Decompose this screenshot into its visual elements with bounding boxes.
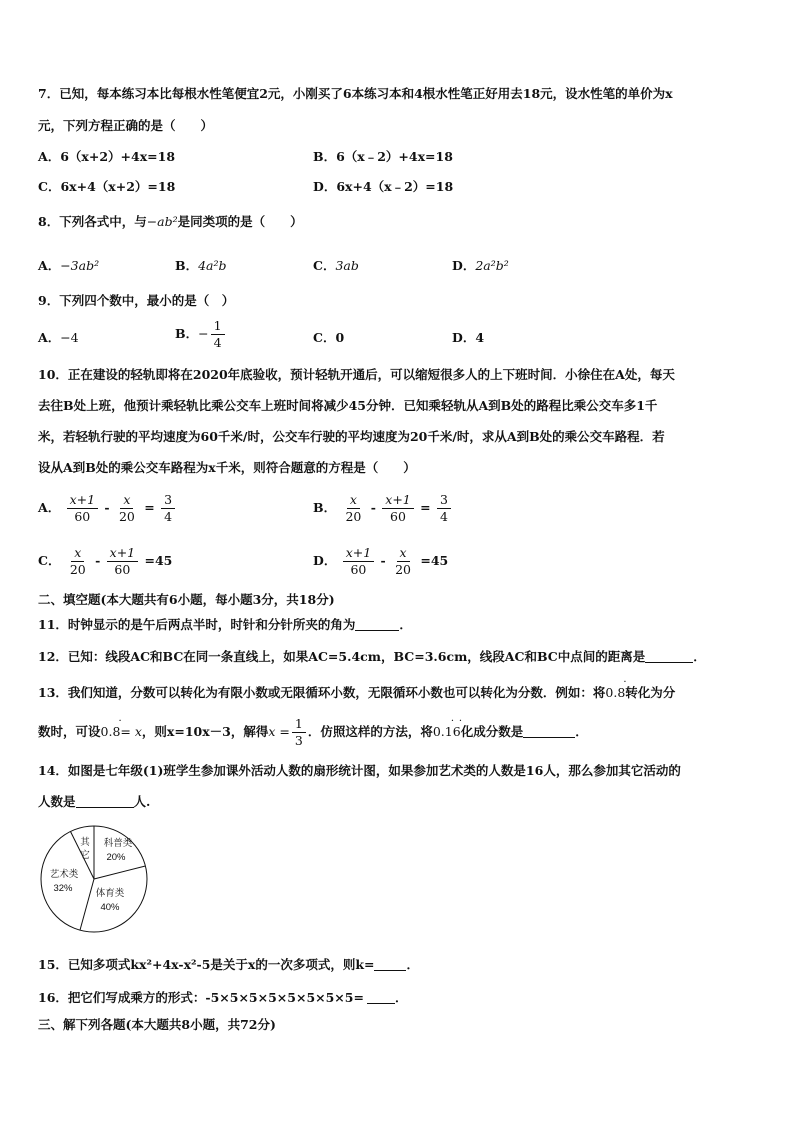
section3-heading: 三、解下列各题(本大题共8小题，共72分) <box>38 1017 276 1032</box>
q7-option-c: C．6x+4（x+2）=18 <box>38 179 176 194</box>
q8-option-b <box>175 256 227 274</box>
q7-option-b: B．6（x﹣2）+4x=18 <box>313 149 453 164</box>
q14-answer-blank[interactable] <box>76 795 134 808</box>
q10-d-n2: x <box>397 545 410 562</box>
q10-a-eq: = <box>144 500 155 515</box>
q9-option-c: C．0 <box>313 330 345 345</box>
q8-stem <box>38 212 303 230</box>
q8-b-label: B． <box>175 258 199 273</box>
q10-a-d2: 20 <box>118 509 135 524</box>
q10-b-d2: 60 <box>390 509 406 524</box>
q8-d-label: D． <box>452 258 476 273</box>
q13-answer-blank[interactable] <box>523 725 575 738</box>
pie-label-sports: 体育类 <box>95 888 125 899</box>
q10-c-label: C． <box>38 553 61 568</box>
q8-b-math: 4a²b <box>198 258 227 273</box>
q7-option-a: A．6（x+2）+4x=18 <box>38 149 176 164</box>
q13-line2-dot: ． <box>575 724 588 739</box>
q14-line1: 14．如图是七年级(1)班学生参加课外活动人数的扇形统计图，如果参加艺术类的人数是16人，那么参加其它活动的 <box>38 763 681 778</box>
q9-b-num: 1 <box>211 318 225 335</box>
q13-line1 <box>38 677 676 701</box>
q11-end: ． <box>399 617 412 632</box>
q10-stem-line1: 10．正在建设的轻轨即将在2020年底验收，预计轻轨开通后，可以缩短很多人的上下班时间．小徐住在A处，每天 <box>38 367 675 382</box>
q7-stem-line1: 7．已知，每本练习本比每根水性笔便宜2元，小刚买了6本练习本和4根水性笔正好用去18元，设水性笔的单价为x <box>38 86 673 101</box>
q13-repeating-decimal-2: 0.8 · <box>100 716 122 739</box>
q7-stem-line2: 元，下列方程正确的是（ ） <box>38 118 214 133</box>
q8-stem-post: 是同类项的是（ ） <box>177 214 303 229</box>
q10-d-frac1 <box>343 545 374 578</box>
q10-b-op: - <box>370 500 376 515</box>
q8-option-d <box>452 256 509 274</box>
q10-a-n3: 3 <box>161 492 175 509</box>
q9-b-fraction <box>211 318 225 351</box>
q10-b-eq: = <box>420 500 431 515</box>
q10-c-op: - <box>95 553 101 568</box>
q10-b-frac3 <box>437 492 451 525</box>
q10-c-n2: x+1 <box>107 545 138 562</box>
q13-line2-end: 化成分数是 <box>460 724 524 739</box>
q13-line1-num: 0.8 <box>605 685 626 700</box>
q10-d-d1: 60 <box>350 562 367 577</box>
q8-c-math: 3ab <box>335 258 359 273</box>
q10-option-c <box>38 545 172 578</box>
q8-option-c <box>313 256 359 274</box>
q15 <box>38 955 419 973</box>
q10-d-eq: =45 <box>420 553 449 568</box>
q9-option-b <box>175 318 227 351</box>
q13-line2-eq: = x <box>120 724 142 739</box>
q10-d-frac2 <box>392 545 414 578</box>
q10-b-n3: 3 <box>437 492 451 509</box>
q14-line2-text: 人数是 <box>38 794 76 809</box>
q10-option-b <box>313 492 453 525</box>
q13-line2-num2: 0.16 <box>432 724 461 739</box>
q12 <box>38 647 706 665</box>
q10-d-d2: 20 <box>395 562 412 577</box>
pie-label-other-1: 其 <box>80 837 90 848</box>
pie-pct-art: 32% <box>53 883 73 894</box>
q13-fraction <box>292 716 306 749</box>
q10-stem-line3: 米，若轻轨行驶的平均速度为60千米/时，公交车行驶的平均速度为20千米/时，求从A到B处的乘公交车路程．若 <box>38 429 665 444</box>
q8-d-math: 2a²b² <box>475 258 509 273</box>
q14-line2 <box>38 792 150 810</box>
q12-end: ． <box>693 649 706 664</box>
q10-b-frac2 <box>382 492 413 525</box>
q14-line2-end: 人. <box>133 794 151 809</box>
q10-stem-line4: 设从A到B处的乘公交车路程为x千米，则符合题意的方程是（ ） <box>38 460 416 475</box>
q15-answer-blank[interactable] <box>374 958 406 971</box>
q13-repeating-decimal-1: 0.8 · <box>605 677 627 700</box>
q10-c-frac1 <box>67 545 89 578</box>
q10-a-frac1 <box>67 492 98 525</box>
pie-label-other-2: 它 <box>80 850 90 861</box>
q13-repeating-decimal-3: 0.16 · · <box>432 716 463 739</box>
q8-option-a <box>38 256 99 274</box>
q10-c-eq: =45 <box>144 553 173 568</box>
q10-a-n2: x <box>120 492 133 509</box>
q13-line2-num: 0.8 <box>100 724 121 739</box>
q10-d-label: D． <box>313 553 337 568</box>
q15-text: 15．已知多项式kx²+4x-x²-5是关于x的一次多项式，则k= <box>38 957 375 972</box>
q10-b-n2: x+1 <box>382 492 413 509</box>
q13-line1-post: 转化为分 <box>625 685 676 700</box>
q16-end: ． <box>394 990 408 1005</box>
q13-line2-x: x = <box>268 724 290 739</box>
q10-b-d3: 4 <box>439 509 448 524</box>
q8-stem-math: −ab² <box>146 214 178 229</box>
q10-d-op: - <box>380 553 386 568</box>
q9-b-sign: − <box>198 326 209 341</box>
q9-b-label: B． <box>175 326 199 341</box>
section2-heading: 二、填空题(本大题共有6小题，每小题3分，共18分) <box>38 592 335 607</box>
q13-line1-pre: 13．我们知道，分数可以转化为有限小数或无限循环小数，无限循环小数也可以转化为分数．例如：将 <box>38 685 606 700</box>
q10-c-d1: 20 <box>69 562 86 577</box>
q9-b-den: 4 <box>213 335 222 350</box>
q13-frac-num: 1 <box>292 716 306 733</box>
q12-text: 12．已知：线段AC和BC在同一条直线上，如果AC=5.4cm，BC=3.6cm，线段AC和BC中点间的距离是 <box>38 649 646 664</box>
q8-c-label: C． <box>313 258 336 273</box>
q10-b-d1: 20 <box>345 509 362 524</box>
q13-line2 <box>38 716 588 749</box>
pie-pct-science: 20% <box>106 852 126 863</box>
q9-option-d: D．4 <box>452 330 485 345</box>
pie-label-art: 艺术类 <box>49 869 79 880</box>
q8-a-label: A． <box>38 258 61 273</box>
q10-b-frac1 <box>342 492 364 525</box>
pie-divider-right <box>94 866 145 879</box>
q16-text: 16．把它们写成乘方的形式：-5×5×5×5×5×5×5×5= <box>38 990 364 1005</box>
activity-pie-chart <box>38 825 150 933</box>
q11 <box>38 615 412 633</box>
q7-option-d: D．6x+4（x﹣2）=18 <box>313 179 454 194</box>
q10-a-d1: 60 <box>74 509 91 524</box>
q10-option-a <box>38 492 177 525</box>
q9-a-value: −4 <box>60 330 79 345</box>
pie-divider-bottom <box>80 879 94 930</box>
q13-frac-den: 3 <box>294 733 303 748</box>
q9-option-a <box>38 328 79 346</box>
q13-line2-pre: 数时，可设 <box>38 724 101 739</box>
q9-stem: 9．下列四个数中，最小的是（ ） <box>38 293 235 308</box>
q15-end: ． <box>406 957 419 972</box>
q9-a-label: A． <box>38 330 61 345</box>
q8-a-math: −3ab² <box>60 258 100 273</box>
q10-a-frac3 <box>161 492 175 525</box>
q10-a-label: A． <box>38 500 61 515</box>
pie-label-science: 科普类 <box>103 838 133 849</box>
q10-a-frac2 <box>116 492 138 525</box>
q13-line2-mid: ，则x=10x－3，解得 <box>141 724 269 739</box>
q10-a-n1: x+1 <box>67 492 98 509</box>
q10-option-d <box>313 545 448 578</box>
q10-d-n1: x+1 <box>343 545 374 562</box>
q16-answer-blank[interactable] <box>367 991 395 1004</box>
q10-c-n1: x <box>71 545 84 562</box>
q11-answer-blank[interactable] <box>355 618 399 631</box>
q10-stem-line2: 去往B处上班，他预计乘轻轨比乘公交车上班时间将减少45分钟．已知乘轻轨从A到B处的路程比乘公交车多1千 <box>38 398 658 413</box>
q11-text: 11．时钟显示的是午后两点半时，时针和分针所夹的角为 <box>38 617 356 632</box>
q10-b-n1: x <box>347 492 360 509</box>
q13-line2-post: ．仿照这样的方法，将 <box>307 724 433 739</box>
pie-pct-sports: 40% <box>100 902 120 913</box>
q10-c-d2: 60 <box>114 562 131 577</box>
q10-a-d3: 4 <box>164 509 173 524</box>
q12-answer-blank[interactable] <box>645 650 693 663</box>
q10-a-op: - <box>104 500 110 515</box>
q10-b-label: B． <box>313 500 337 515</box>
q10-c-frac2 <box>107 545 138 578</box>
q8-stem-pre: 8．下列各式中，与 <box>38 214 147 229</box>
q16 <box>38 988 407 1006</box>
